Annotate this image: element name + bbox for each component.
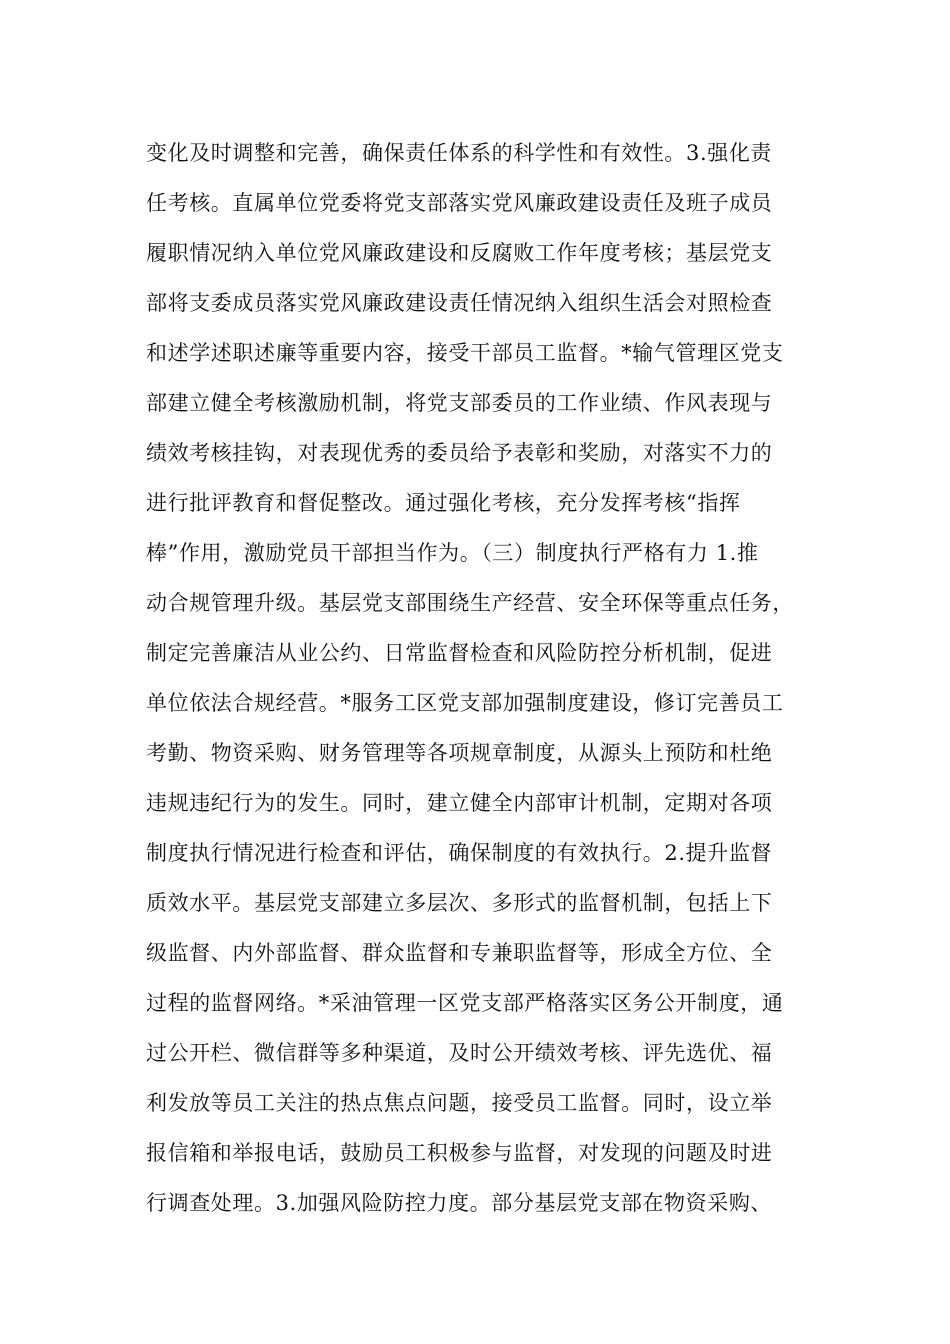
text-line: 任考核。直属单位党委将党支部落实党风廉政建设责任及班子成员	[146, 191, 773, 215]
text-line: 部将支委成员落实党风廉政建设责任情况纳入组织生活会对照检查	[146, 291, 773, 315]
text-line: 和述学述职述廉等重要内容，接受干部员工监督。*输气管理区党支	[146, 341, 784, 365]
text-line: 绩效考核挂钩，对表现优秀的委员给予表彰和奖励，对落实不力的	[146, 441, 773, 465]
body-text	[146, 128, 826, 1228]
text-line: 部建立健全考核激励机制，将党支部委员的工作业绩、作风表现与	[146, 391, 773, 415]
text-line: 违规违纪行为的发生。同时，建立健全内部审计机制，定期对各项	[146, 791, 773, 815]
text-line: 考勤、物资采购、财务管理等各项规章制度，从源头上预防和杜绝	[146, 741, 773, 765]
text-line: 变化及时调整和完善，确保责任体系的科学性和有效性。3.强化责	[146, 141, 773, 165]
text-line: 过公开栏、微信群等多种渠道，及时公开绩效考核、评先选优、福	[146, 1041, 773, 1065]
text-line: 动合规管理升级。基层党支部围绕生产经营、安全环保等重点任务，	[146, 591, 794, 615]
text-line: 质效水平。基层党支部建立多层次、多形式的监督机制，包括上下	[146, 891, 773, 915]
text-line: 利发放等员工关注的热点焦点问题，接受员工监督。同时，设立举	[146, 1091, 773, 1115]
text-line: 级监督、内外部监督、群众监督和专兼职监督等，形成全方位、全	[146, 941, 773, 965]
text-line: 制度执行情况进行检查和评估，确保制度的有效执行。2.提升监督	[146, 841, 773, 865]
text-line: 报信箱和举报电话，鼓励员工积极参与监督，对发现的问题及时进	[146, 1141, 773, 1165]
text-line: 行调查处理。3.加强风险防控力度。部分基层党支部在物资采购、	[146, 1191, 773, 1215]
text-line: 棒”作用，激励党员干部担当作为。（三）制度执行严格有力 1.推	[146, 541, 759, 565]
text-line: 进行批评教育和督促整改。通过强化考核，充分发挥考核“指挥	[146, 491, 741, 515]
text-line: 过程的监督网络。*采油管理一区党支部严格落实区务公开制度，通	[146, 991, 784, 1015]
text-line: 履职情况纳入单位党风廉政建设和反腐败工作年度考核；基层党支	[146, 241, 773, 265]
text-line: 单位依法合规经营。*服务工区党支部加强制度建设，修订完善员工	[146, 691, 784, 715]
text-line: 制定完善廉洁从业公约、日常监督检查和风险防控分析机制，促进	[146, 641, 773, 665]
